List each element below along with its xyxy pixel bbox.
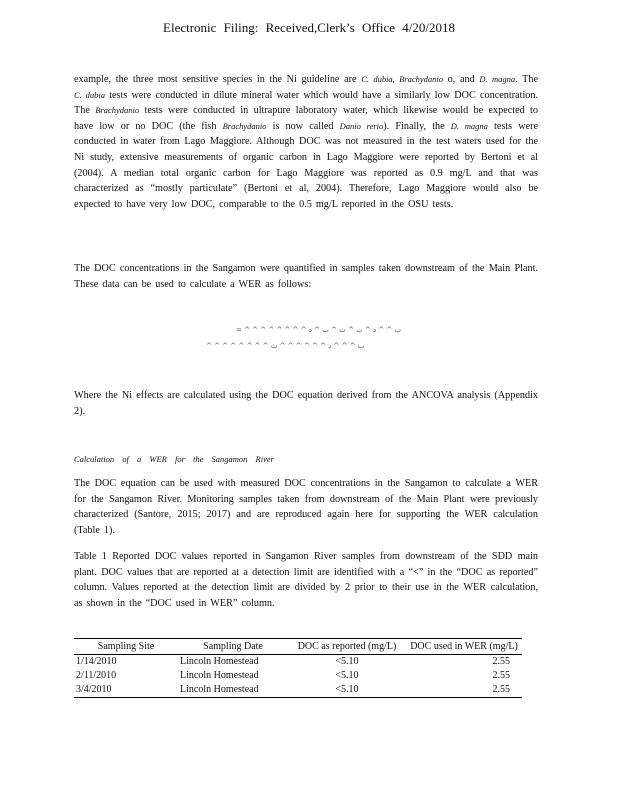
table-row xyxy=(74,683,522,698)
paragraph-text: tests were conducted in ultrapure laboratory water, which likewise would be expected to have low or no DOC (the fish xyxy=(74,105,538,132)
equation-line-1: = ^ ^ ^ ^ ^ ^ ^ ^ ب ^ ^ د ^ ب ^ ث ^ ب ^ د xyxy=(236,326,402,334)
table-cell: 1/14/2010 xyxy=(76,656,117,667)
paragraph-text: example, the three most sensitive species in the Ni guideline are xyxy=(74,74,362,85)
table-cell: <5.10 xyxy=(335,656,359,667)
paragraph-text: ). Finally, the xyxy=(383,120,451,132)
equation-line-2: ^ ^ ^ ^ ^ ^ ^ ^ ب ^ ^ ^ د ^ ^ ^ ^ ^ ^ ث xyxy=(206,342,365,350)
column-header: Sampling Date xyxy=(203,641,263,652)
table-cell: 3/4/2010 xyxy=(76,684,112,695)
species-name: D. magna xyxy=(450,120,488,131)
paragraph-text: tests were conducted in dilute mineral water which would have a similarly low DOC concentration. The xyxy=(74,89,539,117)
paragraph-text: tests were conducted in water from Lago Maggiore. Although DOC was not measured in the test waters used for the Ni study, extensive measurements of organic carbon in Lago Maggiore were reported by Bertoni et al (2004). A median total organic carbon for Lago Maggiore was reported as 0.9 mg/L and that was characterized as “mostly particulate” (Bertoni et al, 2004). Therefore, Lago Maggiore would also be expected to have very low DOC, comparable to the 0.5 mg/L reported in the OSU tests. xyxy=(74,120,539,210)
paragraph-doc-concentrations: The DOC concentrations in the Sangamon were quantified in samples taken downstream of the Main Plant. These data can be used to calculate a WER as follows: xyxy=(74,263,538,290)
species-name: C. dubia, Brachydanio xyxy=(361,74,443,84)
table-cell: <5.10 xyxy=(335,684,359,695)
paragraph-text: is now called xyxy=(266,120,340,132)
table-cell: 2.55 xyxy=(492,684,510,695)
table-cell: Lincoln Homestead xyxy=(180,656,259,667)
column-header: DOC used in WER (mg/L) xyxy=(410,641,518,652)
paragraph-doc-equation: The DOC equation can be used with measured DOC concentrations in the Sangamon to calculate a WER for the Sangamon River. Monitoring samples taken from downstream of the Main Plant were previously characterized (Santore, 2015; 2017) and are reproduced again here for supporting the WER calculation (Table 1). xyxy=(74,478,538,536)
section-heading: Calculation of a WER for the Sangamon River xyxy=(74,454,274,464)
wer-equation xyxy=(200,324,618,358)
species-name: D. magna xyxy=(479,74,516,84)
doc-values-table xyxy=(74,638,522,698)
species-name: Brachydanio xyxy=(95,105,140,116)
species-name: Brachydanio xyxy=(222,120,267,131)
table-row xyxy=(74,655,522,670)
paragraph-text: . The xyxy=(515,74,538,85)
table-caption: Table 1 Reported DOC values reported in Sangamon River samples from downstream of the SDD main plant. DOC values that are reported at a detection limit are identified with a “<” in the “DOC as reported” column. Values reported at the detection limit are divided by 2 prior to their use in the WER calculation, as shown in the “DOC used in WER” column. xyxy=(74,551,538,609)
column-header: DOC as reported (mg/L) xyxy=(297,641,397,652)
table-row xyxy=(74,669,522,683)
paragraph-ni-effects: Where the Ni effects are calculated using the DOC equation derived from the ANCOVA analysis (Appendix 2). xyxy=(74,390,538,417)
table-cell: 2.55 xyxy=(492,656,510,667)
table-cell: 2/11/2010 xyxy=(76,670,117,681)
table-cell: Lincoln Homestead xyxy=(180,670,259,681)
table-cell: Lincoln Homestead xyxy=(180,684,259,695)
table-header-row xyxy=(74,639,522,655)
species-name: C. dubia xyxy=(74,89,105,100)
table-cell: 2.55 xyxy=(492,670,510,681)
table-cell: <5.10 xyxy=(335,670,359,681)
species-name: Danio rerio xyxy=(339,120,384,131)
column-header: Sampling Site xyxy=(97,641,155,652)
paragraph-text: o, and xyxy=(442,74,480,85)
paragraph-species-sensitivity xyxy=(74,72,538,212)
filing-header: Electronic Filing: Received,Clerk’s Office 4/20/2018 xyxy=(163,20,455,35)
